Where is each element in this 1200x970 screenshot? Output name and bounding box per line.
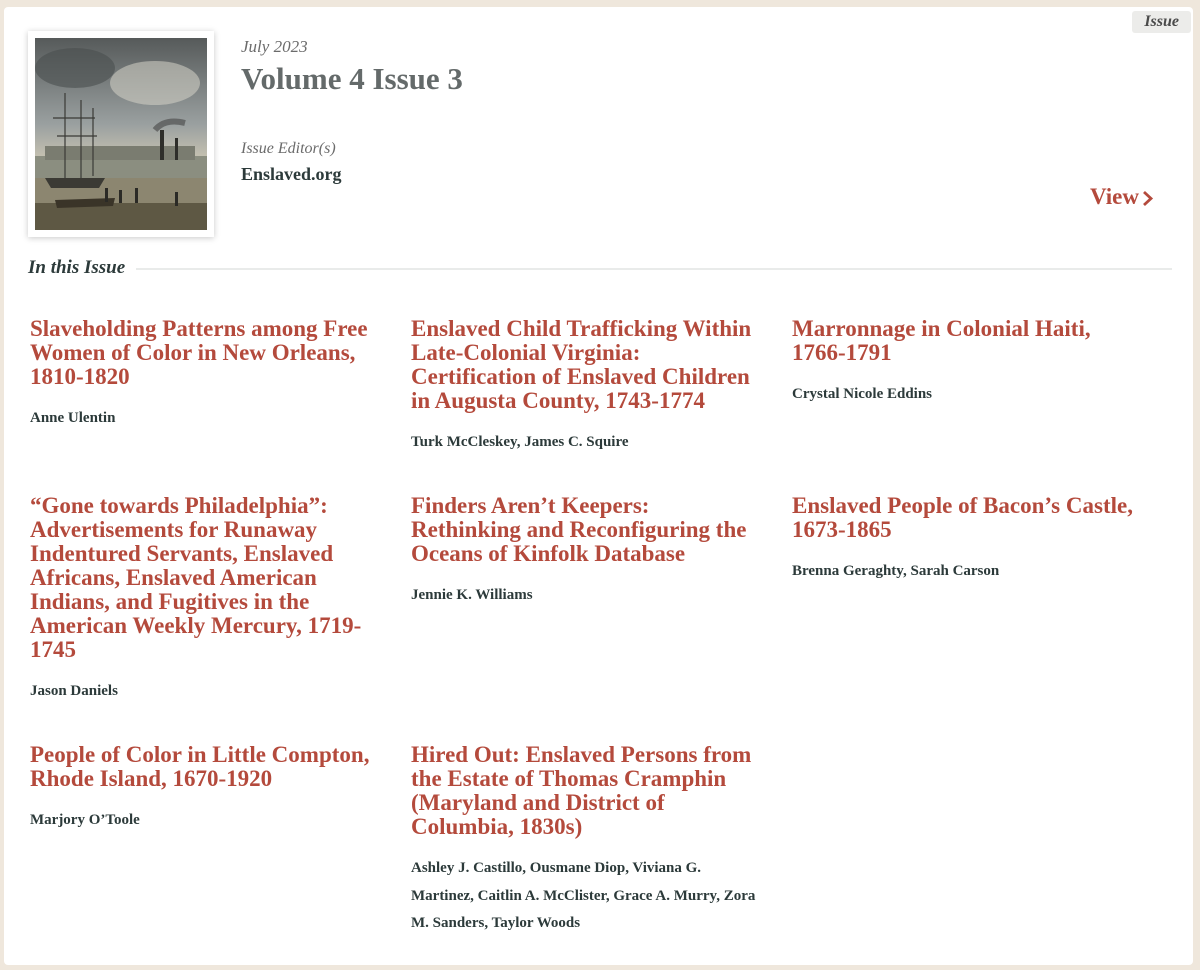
article-card [411, 743, 761, 938]
article-authors: Marjory O’Toole [30, 812, 140, 828]
issue-date: July 2023 [241, 37, 308, 56]
article-authors: Crystal Nicole Eddins [792, 386, 933, 402]
article-title-link[interactable]: Slaveholding Patterns among Free Women of Color in New Orleans, 1810-1820 [30, 316, 368, 389]
article-authors: Ashley J. Castillo, Ousmane Diop, Viviana G. Martinez, Caitlin A. McClister, Grace A. Murry, Zora M. Sanders, Taylor Woods [411, 860, 756, 931]
article-authors: Brenna Geraghty, Sarah Carson [792, 563, 1000, 579]
section-title: In this Issue [28, 257, 126, 278]
article-title-link[interactable]: Hired Out: Enslaved Persons from the Estate of Thomas Cramphin (Maryland and District of Columbia, 1830s) [411, 742, 752, 839]
article-card [792, 317, 1142, 409]
issue-type-tag: Issue [1132, 11, 1191, 33]
article-card [411, 494, 761, 610]
article-title-link[interactable]: Marronnage in Colonial Haiti, 1766-1791 [792, 316, 1091, 365]
article-authors: Jennie K. Williams [411, 587, 533, 603]
issue-volume-title[interactable]: Volume 4 Issue 3 [241, 61, 463, 96]
article-title-link[interactable]: Enslaved People of Bacon’s Castle, 1673-1865 [792, 493, 1133, 542]
issue-editor-name: Enslaved.org [241, 164, 342, 184]
issue-editor-label: Issue Editor(s) [241, 140, 336, 157]
harbor-painting-icon [35, 38, 207, 230]
view-issue-link[interactable] [1090, 184, 1154, 210]
article-authors: Turk McCleskey, James C. Squire [411, 434, 629, 450]
article-title-link[interactable]: Enslaved Child Trafficking Within Late-Colonial Virginia: Certification of Enslaved Children in Augusta County, 1743-1774 [411, 316, 752, 413]
issue-card [4, 7, 1193, 965]
section-divider [136, 268, 1172, 270]
article-card [792, 494, 1142, 586]
issue-cover-image[interactable] [28, 31, 214, 237]
article-card [30, 494, 380, 706]
article-title-link[interactable]: “Gone towards Philadelphia”: Advertisements for Runaway Indentured Servants, Enslaved Africans, Enslaved American Indians, and Fugitives in the American Weekly Mercury, 1719-1745 [30, 493, 362, 662]
article-card [30, 743, 380, 835]
article-card [411, 317, 761, 457]
view-label: View [1090, 184, 1139, 209]
article-title-link[interactable]: Finders Aren’t Keepers: Rethinking and Reconfiguring the Oceans of Kinfolk Database [411, 493, 747, 566]
article-authors: Anne Ulentin [30, 410, 116, 426]
article-card [30, 317, 380, 433]
article-authors: Jason Daniels [30, 683, 118, 699]
article-title-link[interactable]: People of Color in Little Compton, Rhode Island, 1670-1920 [30, 742, 370, 791]
chevron-right-icon [1141, 190, 1154, 207]
